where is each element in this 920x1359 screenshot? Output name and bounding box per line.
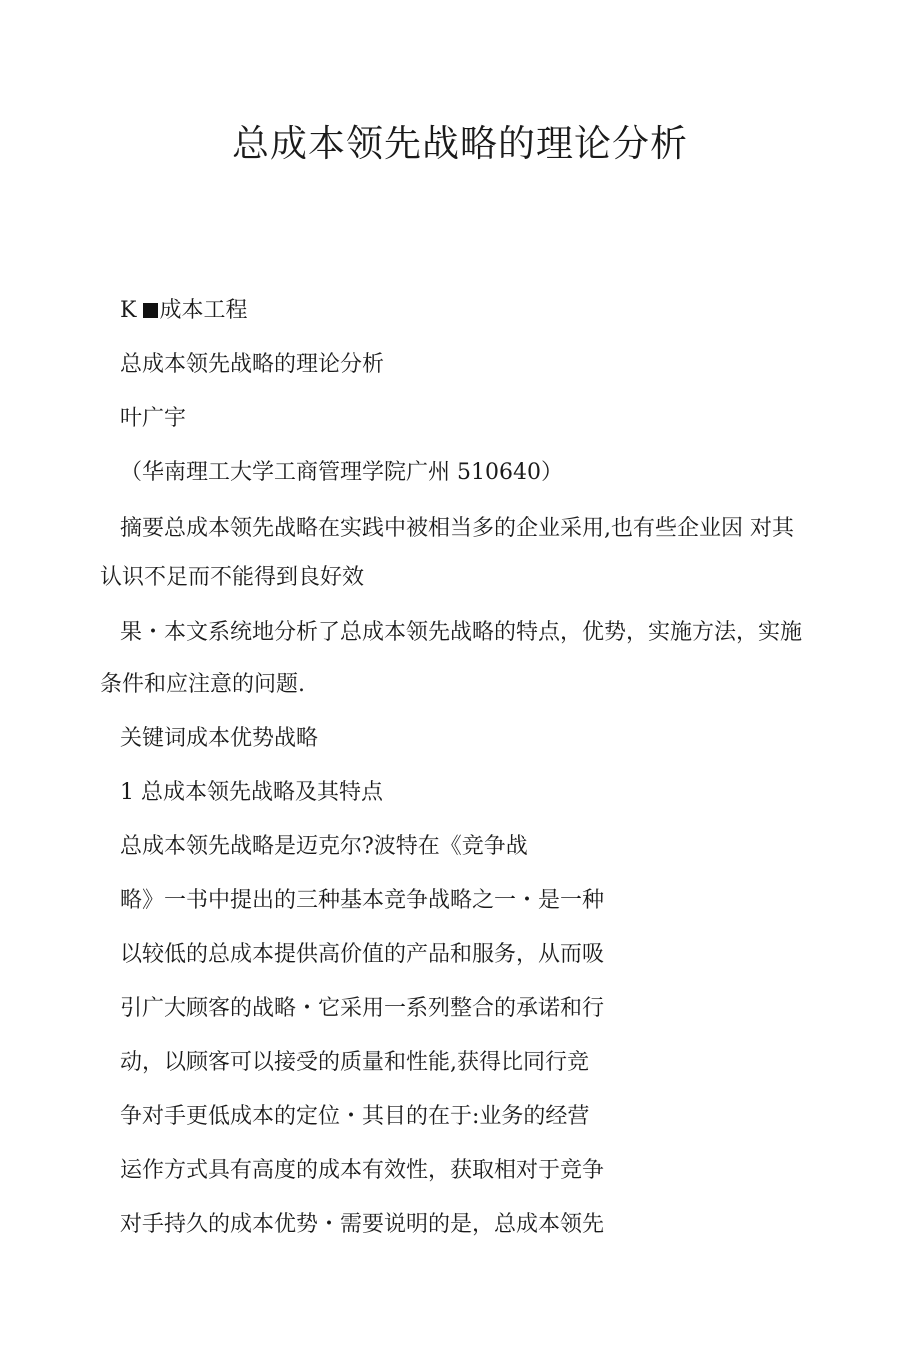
author-name: 叶广宇 bbox=[120, 406, 187, 431]
section-heading: 1 总成本领先战略及其特点 bbox=[120, 780, 383, 805]
abstract-line: 条件和应注意的问题. bbox=[100, 672, 305, 697]
abstract-line: 认识不足而不能得到良好效 bbox=[100, 565, 365, 590]
body-line: 以较低的总成本提供高价值的产品和服务，从而吸 bbox=[120, 942, 605, 967]
body-line: 总成本领先战略是迈克尔?波特在《竞争战 bbox=[120, 834, 528, 859]
keywords: 关键词成本优势战略 bbox=[120, 726, 319, 751]
body-line: 对手持久的成本优势・需要说明的是，总成本领先 bbox=[120, 1212, 605, 1237]
abstract-line: 摘要总成本领先战略在实践中被相当多的企业采用,也有些企业因 对其 bbox=[120, 516, 794, 541]
column-tag bbox=[120, 296, 247, 326]
body-line: 运作方式具有高度的成本有效性，获取相对于竞争 bbox=[120, 1158, 605, 1183]
author-affiliation: （华南理工大学工商管理学院广州 510640） bbox=[120, 460, 563, 485]
document-title: 总成本领先战略的理论分析 bbox=[232, 122, 688, 165]
article-subtitle: 总成本领先战略的理论分析 bbox=[120, 352, 385, 377]
column-name: 成本工程 bbox=[159, 298, 248, 323]
abstract-line: 果・本文系统地分析了总成本领先战略的特点，优势，实施方法，实施 bbox=[120, 620, 803, 645]
column-prefix: K bbox=[120, 298, 137, 323]
body-line: 略》一书中提出的三种基本竞争战略之一・是一种 bbox=[120, 888, 605, 913]
body-line: 动，以顾客可以接受的质量和性能,获得比同行竞 bbox=[120, 1050, 589, 1075]
body-line: 引广大顾客的战略・它采用一系列整合的承诺和行 bbox=[120, 996, 605, 1021]
black-square-icon bbox=[143, 303, 158, 318]
body-line: 争对手更低成本的定位・其目的在于:业务的经营 bbox=[120, 1104, 590, 1129]
